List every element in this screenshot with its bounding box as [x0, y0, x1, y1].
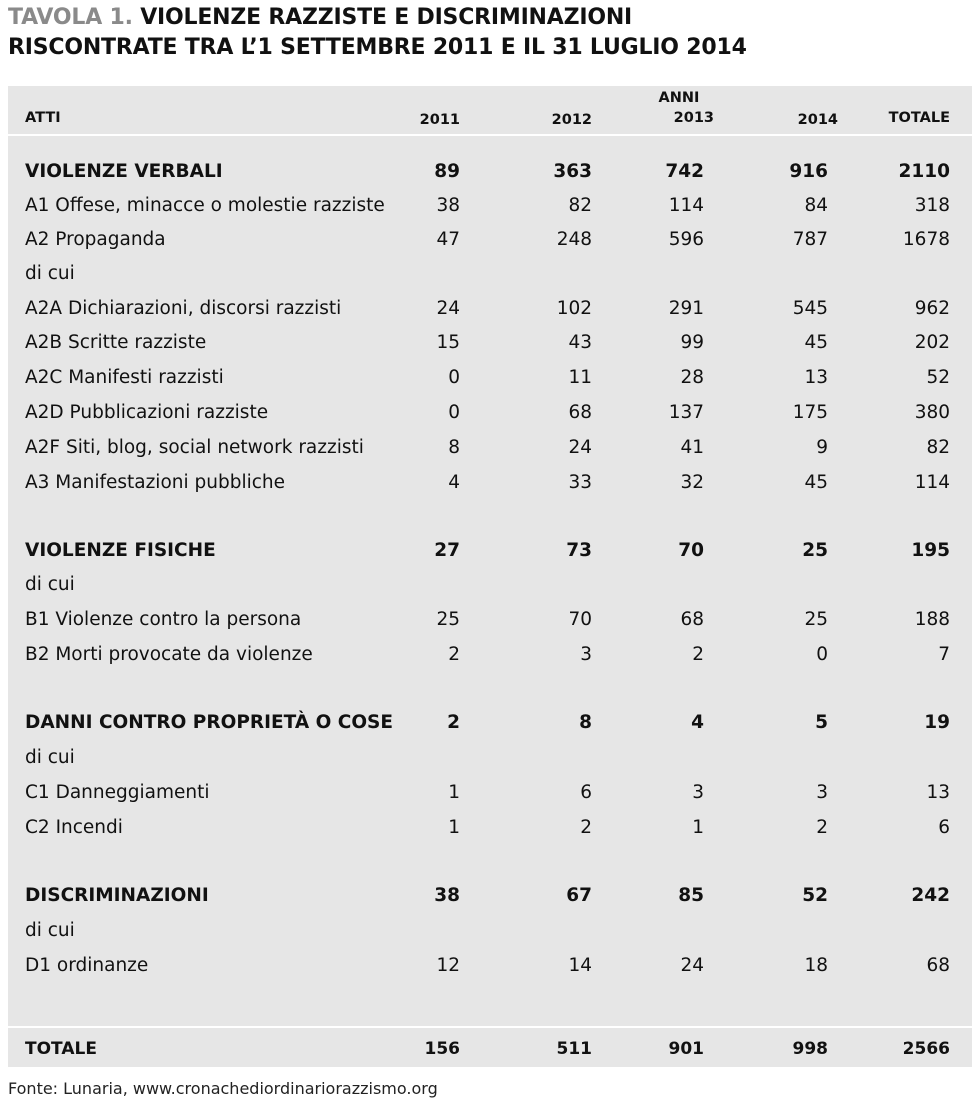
total-2013: 901	[668, 1039, 704, 1059]
cell-2014: 545	[792, 298, 828, 319]
title-text-1: VIOLENZE RAZZISTE E DISCRIMINAZIONI	[140, 5, 633, 30]
cell-2013: 99	[680, 332, 704, 353]
cell-2012: 11	[568, 367, 592, 388]
cell-2012: 43	[568, 332, 592, 353]
cell-2014: 3	[816, 782, 828, 803]
row-label: di cui	[25, 747, 75, 768]
table-row	[8, 466, 972, 500]
total-label: TOTALE	[25, 1039, 97, 1059]
cell-2014: 9	[816, 437, 828, 458]
row-label: VIOLENZE FISICHE	[25, 540, 216, 561]
header-atti: ATTI	[25, 110, 61, 126]
table-row	[8, 292, 972, 326]
row-label: A2F Siti, blog, social network razzisti	[25, 437, 364, 458]
table-row-danni-proprieta	[8, 706, 972, 740]
table-row	[8, 223, 972, 257]
cell-totale: 202	[914, 332, 950, 353]
cell-2013: 596	[668, 229, 704, 250]
cell-2011: 4	[448, 472, 460, 493]
table-row	[8, 396, 972, 430]
cell-totale: 82	[926, 437, 950, 458]
cell-2013: 3	[692, 782, 704, 803]
row-label: D1 ordinanze	[25, 955, 149, 976]
title-line-1	[8, 3, 968, 33]
data-table	[8, 86, 972, 1067]
header-totale: TOTALE	[888, 110, 950, 126]
cell-2012: 102	[556, 298, 592, 319]
cell-2014: 0	[816, 644, 828, 665]
cell-2011: 15	[436, 332, 460, 353]
row-label: C1 Danneggiamenti	[25, 782, 210, 803]
table-row-di-cui	[8, 568, 972, 602]
cell-2011: 38	[434, 885, 460, 906]
table-row	[8, 431, 972, 465]
cell-2012: 70	[568, 609, 592, 630]
row-label: DISCRIMINAZIONI	[25, 885, 209, 906]
cell-2013: 32	[680, 472, 704, 493]
row-label: A1 Offese, minacce o molestie razziste	[25, 195, 385, 216]
cell-2013: 28	[680, 367, 704, 388]
cell-2013: 70	[678, 540, 704, 561]
cell-2012: 2	[580, 817, 592, 838]
cell-totale: 1678	[902, 229, 950, 250]
cell-2013: 742	[665, 161, 704, 182]
total-2012: 511	[556, 1039, 592, 1059]
cell-totale: 962	[914, 298, 950, 319]
table-row	[8, 949, 972, 983]
source-note: Fonte: Lunaria, www.cronachediordinariorazzismo.org	[8, 1079, 438, 1098]
cell-2013: 291	[668, 298, 704, 319]
cell-2011: 0	[448, 367, 460, 388]
row-label: A2 Propaganda	[25, 229, 166, 250]
cell-2014: 13	[804, 367, 828, 388]
header-year-2013: 2013	[673, 110, 714, 126]
title-line-2: RISCONTRATE TRA L’1 SETTEMBRE 2011 E IL 31 LUGLIO 2014	[8, 35, 747, 60]
table-total-row	[8, 1026, 972, 1069]
total-2014: 998	[792, 1039, 828, 1059]
cell-2012: 67	[566, 885, 592, 906]
table-title	[8, 3, 968, 63]
cell-2012: 6	[580, 782, 592, 803]
table-row-discriminazioni	[8, 879, 972, 913]
table-row-di-cui	[8, 914, 972, 948]
row-label: A2A Dichiarazioni, discorsi razzisti	[25, 298, 342, 319]
cell-totale: 318	[914, 195, 950, 216]
row-label: VIOLENZE VERBALI	[25, 161, 223, 182]
row-label: C2 Incendi	[25, 817, 123, 838]
cell-totale: 2110	[898, 161, 950, 182]
row-label: di cui	[25, 920, 75, 941]
cell-2014: 2	[816, 817, 828, 838]
row-label: di cui	[25, 574, 75, 595]
cell-2011: 12	[436, 955, 460, 976]
table-row	[8, 638, 972, 672]
cell-2014: 84	[804, 195, 828, 216]
cell-2013: 4	[691, 712, 704, 733]
cell-2014: 45	[804, 472, 828, 493]
cell-2011: 1	[448, 817, 460, 838]
cell-2011: 2	[448, 644, 460, 665]
cell-2013: 137	[668, 402, 704, 423]
cell-2014: 45	[804, 332, 828, 353]
cell-totale: 114	[914, 472, 950, 493]
cell-2011: 47	[436, 229, 460, 250]
cell-2013: 85	[678, 885, 704, 906]
cell-2011: 89	[434, 161, 460, 182]
cell-2012: 248	[556, 229, 592, 250]
table-row	[8, 776, 972, 810]
row-label: A2D Pubblicazioni razziste	[25, 402, 269, 423]
table-header	[8, 86, 972, 136]
total-totale: 2566	[902, 1039, 950, 1059]
cell-totale: 188	[914, 609, 950, 630]
cell-2012: 24	[568, 437, 592, 458]
header-year-2014: 2014	[797, 112, 838, 128]
cell-2011: 27	[434, 540, 460, 561]
cell-totale: 242	[911, 885, 950, 906]
total-2011: 156	[424, 1039, 460, 1059]
cell-2011: 0	[448, 402, 460, 423]
table-row-violenze-verbali	[8, 155, 972, 189]
cell-2011: 2	[447, 712, 460, 733]
cell-2011: 25	[436, 609, 460, 630]
cell-2013: 24	[680, 955, 704, 976]
cell-2014: 25	[804, 609, 828, 630]
cell-totale: 19	[924, 712, 950, 733]
table-row	[8, 189, 972, 223]
cell-2012: 73	[566, 540, 592, 561]
cell-2014: 25	[802, 540, 828, 561]
row-label: DANNI CONTRO PROPRIETÀ O COSE	[25, 712, 394, 733]
cell-2014: 52	[802, 885, 828, 906]
cell-2011: 38	[436, 195, 460, 216]
cell-2013: 2	[692, 644, 704, 665]
table-row	[8, 361, 972, 395]
cell-2014: 787	[792, 229, 828, 250]
cell-2014: 5	[815, 712, 828, 733]
cell-totale: 6	[938, 817, 950, 838]
row-label: B1 Violenze contro la persona	[25, 609, 302, 630]
table-row-di-cui	[8, 741, 972, 775]
header-group-anni: ANNI	[658, 90, 700, 106]
cell-2014: 916	[789, 161, 828, 182]
cell-totale: 195	[911, 540, 950, 561]
cell-2013: 1	[692, 817, 704, 838]
cell-2013: 114	[668, 195, 704, 216]
table-row	[8, 811, 972, 845]
table-row-di-cui	[8, 257, 972, 291]
row-label: A3 Manifestazioni pubbliche	[25, 472, 286, 493]
table-number-label: TAVOLA 1.	[8, 5, 133, 30]
cell-totale: 13	[926, 782, 950, 803]
cell-totale: 7	[938, 644, 950, 665]
cell-2012: 3	[580, 644, 592, 665]
cell-2012: 14	[568, 955, 592, 976]
cell-2013: 68	[680, 609, 704, 630]
header-year-2012: 2012	[551, 112, 592, 128]
table-row	[8, 603, 972, 637]
cell-2014: 18	[804, 955, 828, 976]
row-label: B2 Morti provocate da violenze	[25, 644, 313, 665]
cell-2011: 1	[448, 782, 460, 803]
cell-2012: 8	[579, 712, 592, 733]
cell-2011: 8	[448, 437, 460, 458]
cell-2012: 33	[568, 472, 592, 493]
cell-totale: 68	[926, 955, 950, 976]
row-label: di cui	[25, 263, 75, 284]
header-year-2011: 2011	[419, 112, 460, 128]
row-label: A2C Manifesti razzisti	[25, 367, 224, 388]
cell-2011: 24	[436, 298, 460, 319]
cell-2012: 363	[553, 161, 592, 182]
cell-2012: 68	[568, 402, 592, 423]
cell-2014: 175	[792, 402, 828, 423]
cell-2013: 41	[680, 437, 704, 458]
table-row-violenze-fisiche	[8, 534, 972, 568]
table-row	[8, 326, 972, 360]
cell-totale: 52	[926, 367, 950, 388]
row-label: A2B Scritte razziste	[25, 332, 207, 353]
cell-2012: 82	[568, 195, 592, 216]
cell-totale: 380	[914, 402, 950, 423]
